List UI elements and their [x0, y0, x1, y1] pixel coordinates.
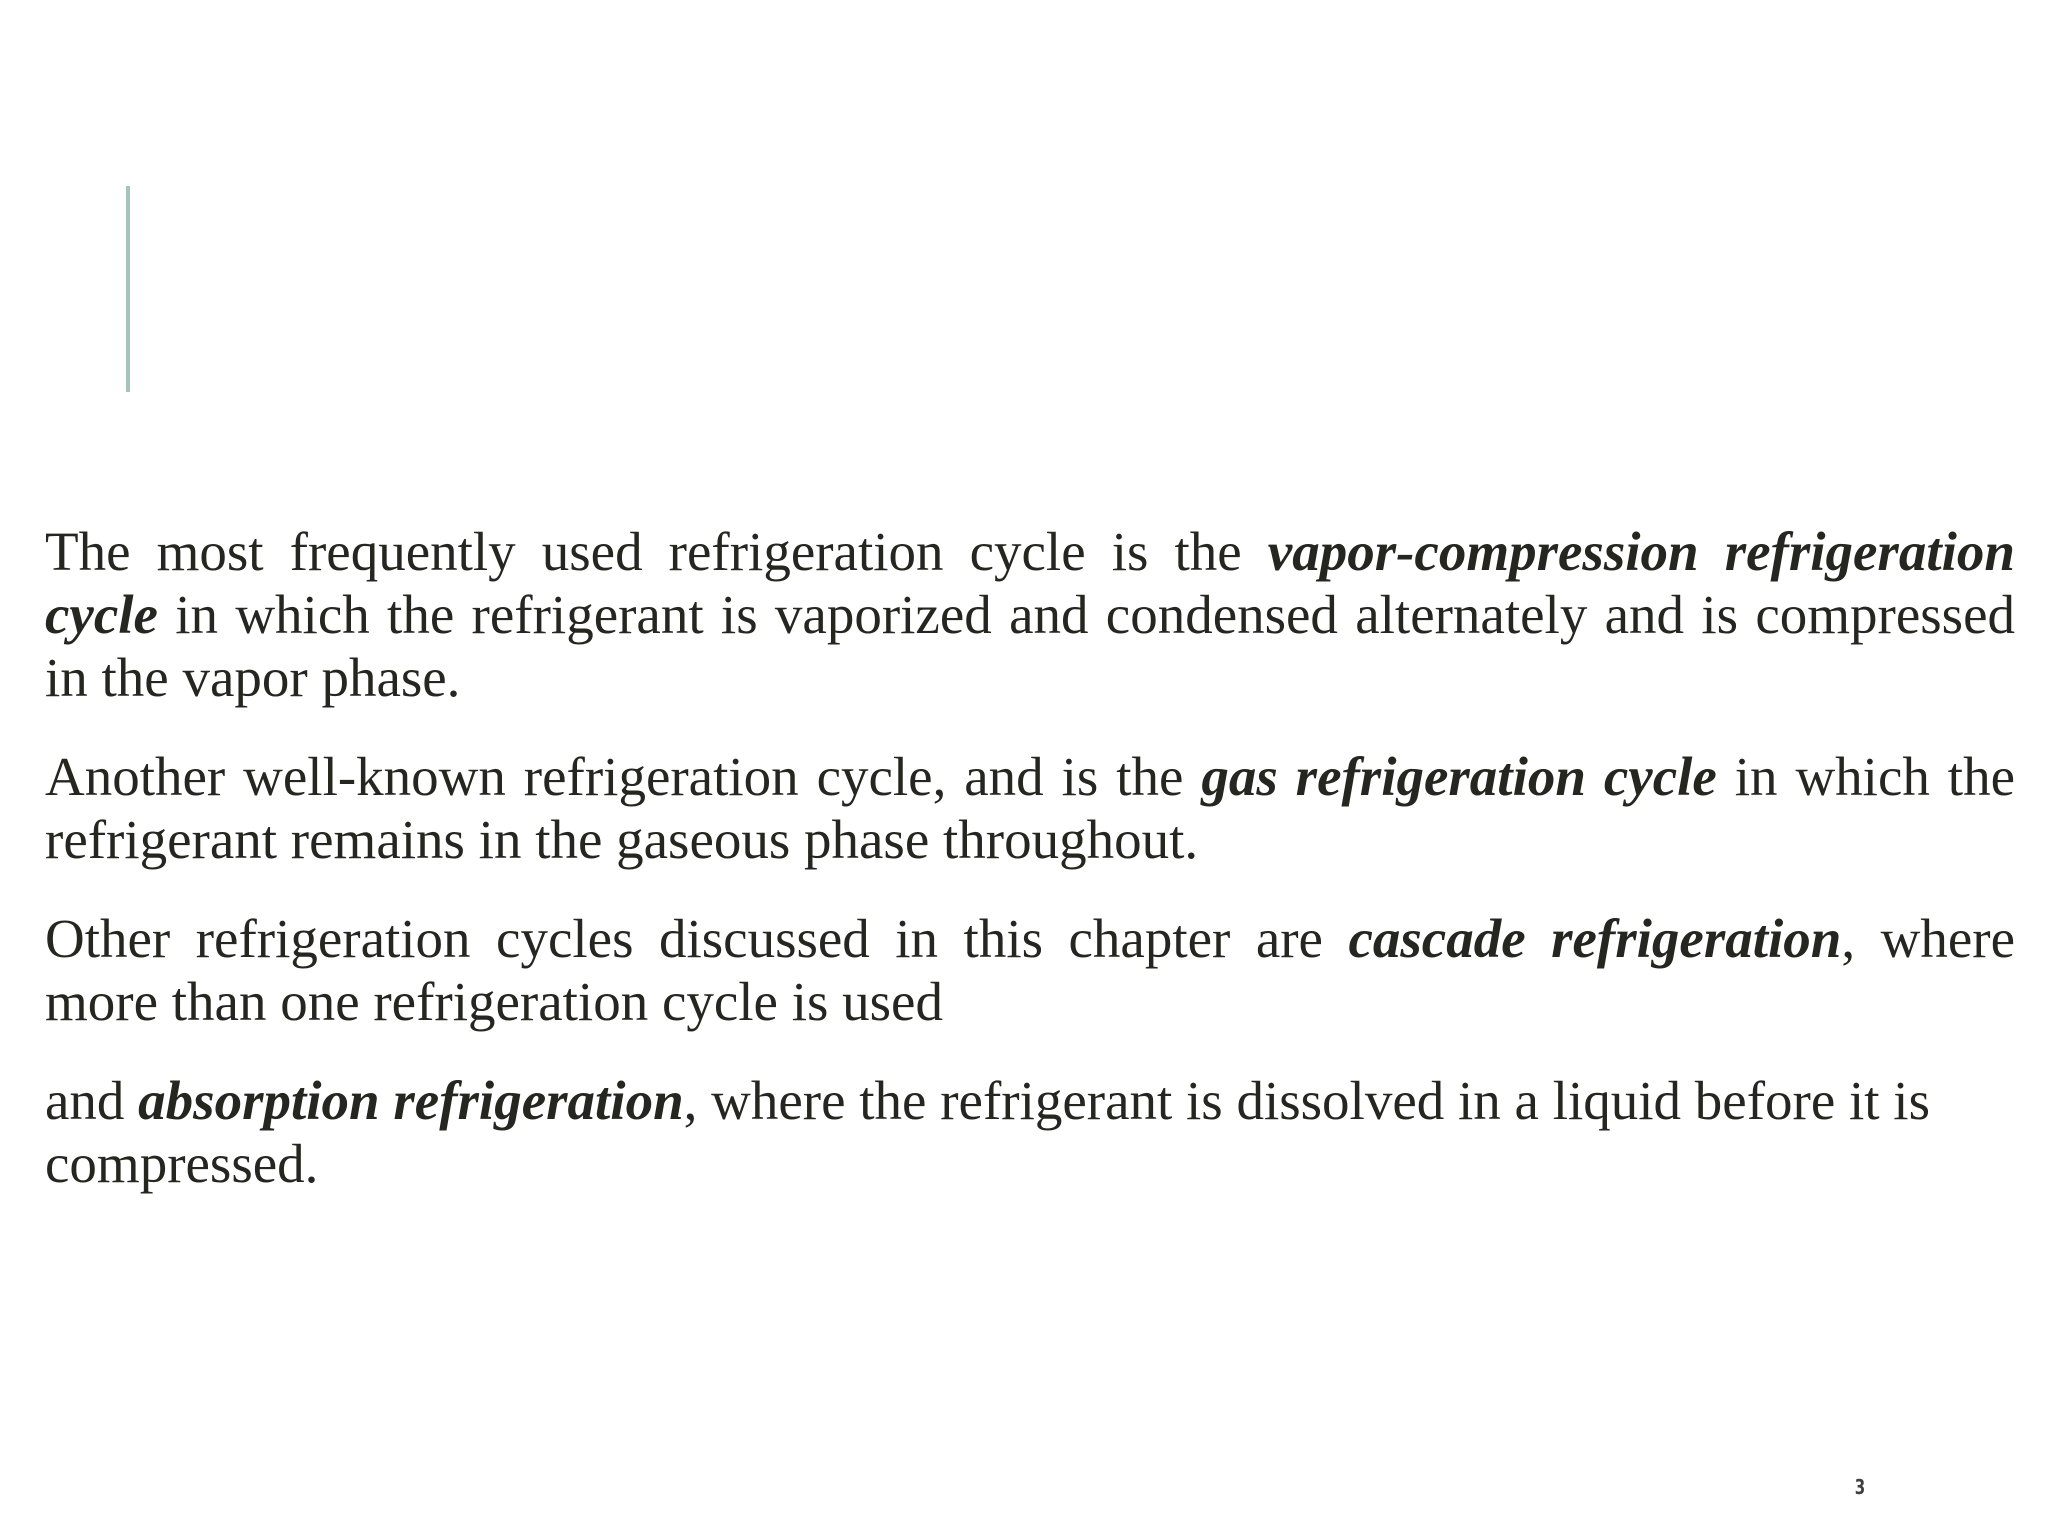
page-number: 3: [1854, 1475, 1866, 1499]
paragraph-cascade-refrigeration: [45, 907, 2015, 1033]
key-term: gas refrigeration cycle: [1201, 746, 1717, 807]
paragraph-absorption-refrigeration: [45, 1069, 2015, 1195]
paragraph-gas-refrigeration: [45, 745, 2015, 871]
paragraph-text: Another well-known refrigeration cycle, and is the: [45, 746, 1202, 807]
paragraph-text: Other refrigeration cycles discussed in this chapter are: [45, 908, 1349, 969]
paragraph-text: and: [45, 1070, 139, 1131]
paragraph-text: in which the refrigerant is vaporized and condensed alternately and is compressed in the vapor phase.: [45, 584, 2015, 708]
slide-body: [45, 520, 2015, 1231]
paragraph-text: in which the refrigerant remains in the gaseous phase throughout.: [45, 746, 2015, 870]
paragraph-text: , where more than one refrigeration cycle is used: [45, 908, 2015, 1032]
paragraph-text: The most frequently used refrigeration cycle is the: [45, 521, 1268, 582]
paragraph-vapor-compression: [45, 520, 2015, 709]
title-accent-bar: [126, 186, 130, 392]
key-term: cascade refrigeration: [1348, 908, 1842, 969]
key-term: absorption refrigeration: [138, 1070, 684, 1131]
paragraph-text: , where the refrigerant is dissolved in a liquid before it is compressed.: [45, 1070, 1930, 1194]
key-term: vapor-compression refrigeration cycle: [45, 521, 2015, 645]
